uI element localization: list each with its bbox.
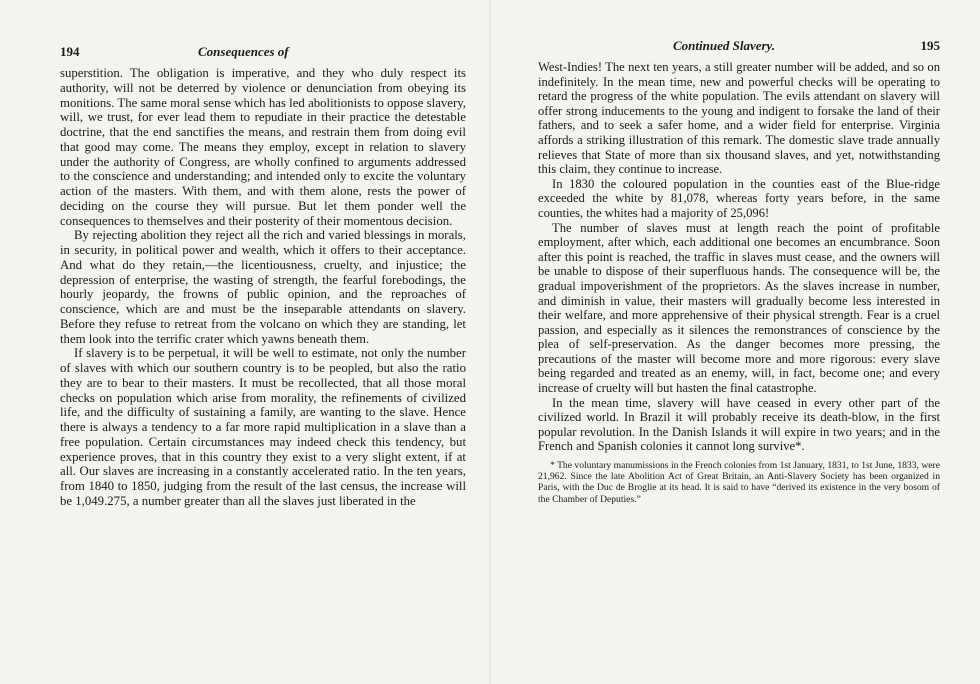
left-running-head: Consequences of	[198, 44, 289, 59]
footnote: * The voluntary manumissions in the French colonies from 1st January, 1831, to 1st June, 1833, were 21,962. Since the late Abolition Act of Great Britain, an Anti-Slavery Society has been organized in Paris, with the Duc de Broglie at its head. It is said to have “derived its existence in the very bosom of the Chamber of Deputies.”	[538, 460, 940, 505]
right-page-header	[538, 38, 940, 60]
right-page	[490, 0, 980, 684]
right-paragraph-2: In 1830 the coloured population in the counties east of the Blue-ridge exceeded the white by 81,078, whereas forty years before, in the same counties, the whites had a majority of 25,096!	[538, 176, 940, 220]
right-running-head: Continued Slavery.	[673, 38, 776, 53]
left-page-header	[60, 44, 466, 66]
right-paragraph-3: The number of slaves must at length reach the point of profitable employment, after which, each additional one becomes an encumbrance. Soon after this point is reached, the traffic in slaves must cease, and the owners will be unable to dispose of their superfluous hands. The consequence will be, the gradual impoverishment of the proprietors. As the slaves increase in number, and diminish in value, their masters will gradually become less interested in their welfare, and more apprehensive of their physical strength. Fear is a cruel passion, and especially as it silences the remonstrances of conscience by the plea of self-preservation. As the danger becomes more pressing, the precautions of the master will become more and more rigorous: every slave being regarded and treated as an enemy, will, in fact, become one; and every increase of cruelty will but hasten the final catastrophe.	[538, 220, 940, 396]
left-page-number: 194	[60, 44, 80, 59]
right-page-number: 195	[920, 38, 940, 53]
left-paragraph-1: superstition. The obligation is imperative, and they who duly respect its authority, will not be deterred by violence or denunciation from obeying its monitions. The same moral sense which has led abolitionists to oppose slavery, will, we trust, for ever lead them to repudiate in their practice the detestable doctrine, that the end sanctifies the means, and restrain them from doing evil that good may come. The means they employ, except in relation to slavery under the authority of Congress, are wholly confined to arguments addressed to the conscience and understanding; and intended only to excite the voluntary action of the masters. With them, and with them alone, rests the power of deciding on the course they will pursue. But let them ponder well the consequences to themselves and their posterity of their momentous decision.	[60, 66, 466, 228]
right-paragraph-4: In the mean time, slavery will have ceased in every other part of the civilized world. In Brazil it will probably receive its death-blow, in the first popular revolution. In the Danish Islands it will expire in two years; and in the French and Spanish colonies it cannot long survive*.	[538, 395, 940, 454]
left-paragraph-2: By rejecting abolition they reject all the rich and varied blessings in morals, in security, in political power and wealth, which it offers to their acceptance. And what do they retain,—the licentiousness, cruelty, and injustice; the depression of enterprise, the wasting of strength, the fearful forebodings, the hourly jeopardy, the frowns of public opinion, and the reproaches of conscience, which are and must be the inseparable attendants on slavery. Before they refuse to retreat from the volcano on which they are standing, let them look into the terrific crater which yawns beneath them.	[60, 228, 466, 346]
right-paragraph-1: West-Indies! The next ten years, a still greater number will be added, and so on indefinitely. In the mean time, new and powerful checks will be operating to retard the progress of the white population. The evils attendant on slavery will offer strong inducements to the young and indigent to forsake the land of their fathers, and to seek a safer home, and a wider field for enterprise. Virginia affords a striking illustration of this remark. The domestic slave trade annually relieves that State of more than six thousand slaves, and yet, notwithstanding this claim, they continue to increase.	[538, 60, 940, 177]
left-paragraph-3: If slavery is to be perpetual, it will be well to estimate, not only the number of slaves with which our southern country is to be peopled, but also the ratio they are to bear to their masters. It must be recollected, that all those moral checks on population which arise from morality, the refinements of civilized life, and the difficulty of sustaining a family, are wanting to the slave. Hence there is always a tendency to a far more rapid multiplication in a slave than a free population. Certain circumstances may indeed check this tendency, but experience proves, that in this country they exist to a very slight extent, if at all. Our slaves are increasing in a constantly accelerated ratio. In the ten years, from 1840 to 1850, judging from the result of the last census, the increase will be 1,049.275, a number greater than all the slaves just liberated in the	[60, 346, 466, 508]
